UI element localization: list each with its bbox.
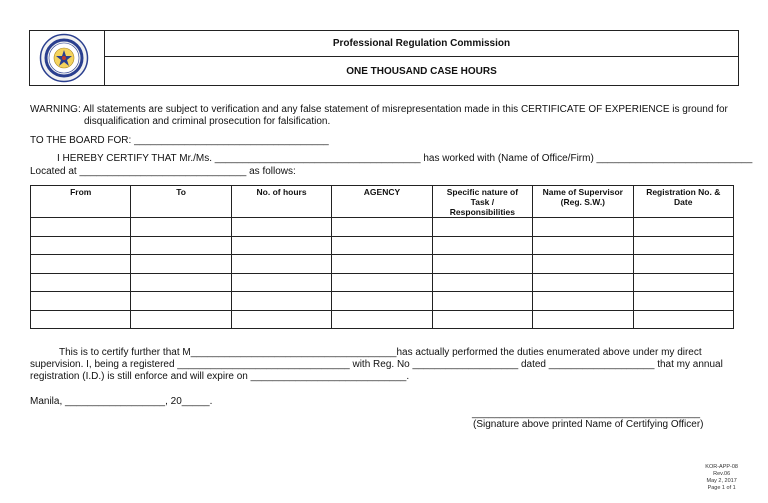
header-from: From xyxy=(31,186,131,218)
table-cell[interactable] xyxy=(231,236,331,255)
table-cell[interactable] xyxy=(131,236,231,255)
header-supervisor: Name of Supervisor (Reg. S.W.) xyxy=(533,186,633,218)
header-agency: AGENCY xyxy=(332,186,432,218)
table-cell[interactable] xyxy=(332,218,432,237)
table-cell[interactable] xyxy=(332,236,432,255)
form-title: ONE THOUSAND CASE HOURS xyxy=(346,65,497,77)
board-line[interactable]: TO THE BOARD FOR: ___________________________________ xyxy=(30,135,329,146)
table-cell[interactable] xyxy=(131,218,231,237)
certify-further-line-1[interactable]: This is to certify further that M_____________________________________has actually performed the duties enumerated above under my direct xyxy=(59,347,702,358)
table-cell[interactable] xyxy=(633,218,733,237)
table-cell[interactable] xyxy=(432,255,532,274)
table-cell[interactable] xyxy=(231,292,331,311)
table-row xyxy=(31,310,734,329)
certify-further-line-2[interactable]: supervision. I, being a registered _______________________________ with Reg. No ___________________ dated ___________________ that my annual xyxy=(30,359,723,370)
table-cell[interactable] xyxy=(633,292,733,311)
footer-date: May 2, 2017 xyxy=(706,478,737,484)
table-cell[interactable] xyxy=(432,310,532,329)
table-header-row xyxy=(31,186,734,218)
table-cell[interactable] xyxy=(231,310,331,329)
table-cell[interactable] xyxy=(432,236,532,255)
header-hours: No. of hours xyxy=(231,186,331,218)
table-cell[interactable] xyxy=(31,273,131,292)
prc-seal-icon xyxy=(39,33,89,83)
form-header xyxy=(29,30,739,86)
table-cell[interactable] xyxy=(31,255,131,274)
table-cell[interactable] xyxy=(633,273,733,292)
table-cell[interactable] xyxy=(633,310,733,329)
certify-line[interactable]: I HEREBY CERTIFY THAT Mr./Ms. _____________________________________ has worked with (Name of Office/Firm) ____________________________ xyxy=(57,153,753,164)
table-cell[interactable] xyxy=(31,218,131,237)
warning-line-2: disqualification and criminal prosecution for falsification. xyxy=(84,116,331,127)
table-cell[interactable] xyxy=(131,292,231,311)
table-cell[interactable] xyxy=(231,273,331,292)
table-cell[interactable] xyxy=(533,310,633,329)
footer-code: KOR-APP-08 xyxy=(705,464,738,470)
footer-rev: Rev.06 xyxy=(713,471,731,477)
date-line[interactable]: Manila, __________________, 20_____. xyxy=(30,396,213,407)
located-line[interactable]: Located at ______________________________ as follows: xyxy=(30,166,296,177)
signature-line[interactable]: _________________________________________ xyxy=(472,408,701,419)
warning-line-1: WARNING: All statements are subject to verification and any false statement of misrepresentation made in this CERTIFICATE OF EXPERIENCE is ground for xyxy=(30,104,728,115)
experience-table xyxy=(30,185,734,329)
table-cell[interactable] xyxy=(533,292,633,311)
signature-caption: (Signature above printed Name of Certifying Officer) xyxy=(473,419,704,430)
table-cell[interactable] xyxy=(131,310,231,329)
organization-name: Professional Regulation Commission xyxy=(105,31,738,57)
table-row xyxy=(31,273,734,292)
table-cell[interactable] xyxy=(31,310,131,329)
table-cell[interactable] xyxy=(131,255,231,274)
table-cell[interactable] xyxy=(533,273,633,292)
table-cell[interactable] xyxy=(332,273,432,292)
table-cell[interactable] xyxy=(633,236,733,255)
logo-cell xyxy=(30,31,105,85)
table-cell[interactable] xyxy=(131,273,231,292)
table-cell[interactable] xyxy=(633,255,733,274)
table-cell[interactable] xyxy=(432,292,532,311)
table-cell[interactable] xyxy=(432,273,532,292)
table-cell[interactable] xyxy=(332,292,432,311)
table-cell[interactable] xyxy=(231,218,331,237)
table-cell[interactable] xyxy=(332,310,432,329)
table-cell[interactable] xyxy=(231,255,331,274)
table-cell[interactable] xyxy=(31,292,131,311)
header-task: Specific nature of Task / Responsibilities xyxy=(432,186,532,218)
table-row xyxy=(31,218,734,237)
table-cell[interactable] xyxy=(533,255,633,274)
table-cell[interactable] xyxy=(31,236,131,255)
table-row xyxy=(31,255,734,274)
table-cell[interactable] xyxy=(332,255,432,274)
header-registration: Registration No. & Date xyxy=(633,186,733,218)
table-row xyxy=(31,236,734,255)
table-cell[interactable] xyxy=(533,218,633,237)
certify-further-line-3[interactable]: registration (I.D.) is still enforce and will expire on ____________________________. xyxy=(30,371,410,382)
table-cell[interactable] xyxy=(432,218,532,237)
header-to: To xyxy=(131,186,231,218)
footer-page: Page 1 of 1 xyxy=(707,485,736,491)
table-cell[interactable] xyxy=(533,236,633,255)
footer-block xyxy=(705,464,738,492)
table-row xyxy=(31,292,734,311)
